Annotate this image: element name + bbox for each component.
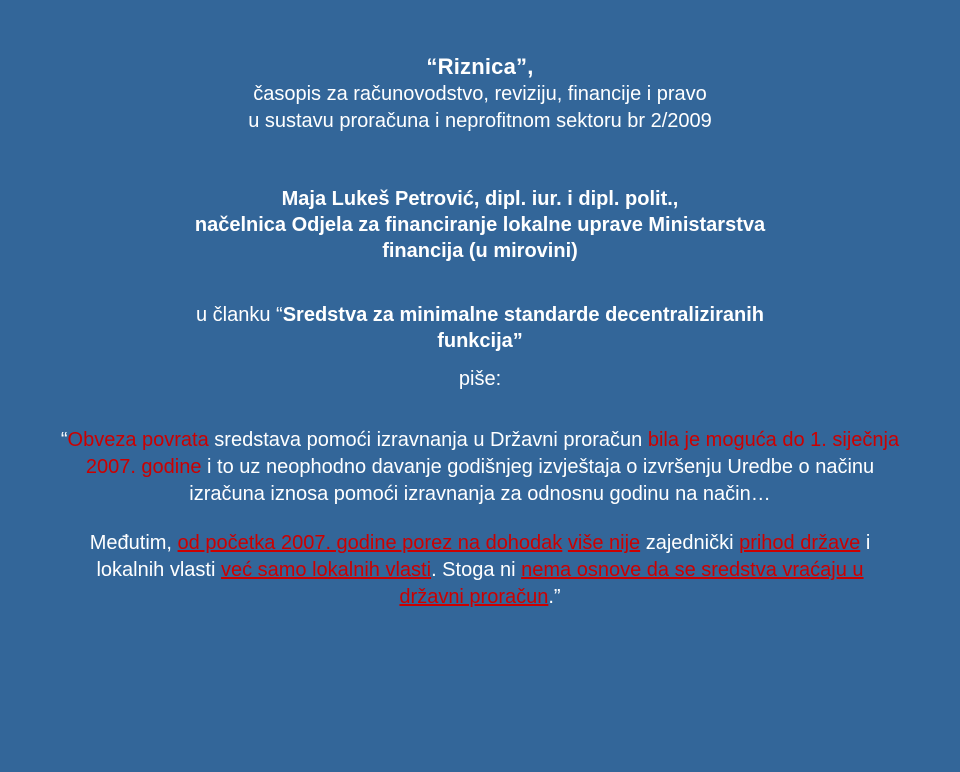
author-role-line2: financija (u mirovini) (382, 240, 578, 263)
quote-close-mark: .” (548, 586, 561, 609)
quote-open-mark: “ (60, 429, 68, 452)
quote-p2-seg3: zajednički (640, 532, 740, 555)
slide (0, 52, 960, 772)
title-block (60, 52, 900, 134)
publication-subtitle-line2: u sustavu proračuna i neprofitnom sektoru br 2/2009 (248, 109, 712, 132)
quote-p1-rest: i to uz neophodno davanje godišnjeg izvještaja o izvršenju Uredbe o načinu izračuna iznosa pomoći izravnanja za odnosnu godinu na način… (189, 456, 875, 506)
quote-paragraph-2 (60, 530, 900, 611)
article-title-line1: Sredstva za minimalne standarde decentraliziranih (282, 304, 764, 327)
quote-p1-mid: sredstava pomoći izravnanja u Državni proračun (208, 429, 648, 452)
article-title-line2: funkcija” (437, 330, 523, 353)
quote-highlight-obveza-povrata: Obveza povrata (67, 429, 209, 452)
quote-highlight-nema-osnove: nema osnove da se sredstva vraćaju u državni proračun (399, 559, 864, 609)
article-lead-text: u članku “ (196, 304, 283, 327)
quote-highlight-vise-nije: više nije (567, 532, 641, 555)
author-role-line1: načelnica Odjela za financiranje lokalne uprave Ministarstva (194, 214, 766, 237)
article-reference (60, 302, 900, 354)
writes-label: piše: (458, 368, 502, 391)
publication-subtitle-line1: časopis za računovodstvo, reviziju, financije i pravo (253, 83, 707, 106)
quote-p2-seg5: . Stoga ni (431, 559, 522, 582)
quote-highlight-bila-je-moguca: bila je moguća do 1. siječnja 2007. godine (85, 429, 900, 479)
quote-highlight-porez-na-dohodak: od početka 2007. godine porez na dohodak (177, 532, 563, 555)
author-name: Maja Lukeš Petrović, dipl. iur. i dipl. polit., (281, 188, 679, 211)
publication-title: “Riznica”, (426, 54, 534, 79)
quote-p2-seg4: i lokalnih vlasti (96, 532, 871, 582)
quote-highlight-prihod-drzave: prihod države (739, 532, 861, 555)
quote-paragraph-1 (60, 427, 900, 508)
quote-p2-seg1: Međutim, (89, 532, 178, 555)
article-reference-line1 (60, 302, 900, 328)
quote-block (60, 427, 900, 611)
quote-highlight-vec-samo-lokalnih-vlasti: već samo lokalnih vlasti (220, 559, 432, 582)
author-block (60, 186, 900, 264)
